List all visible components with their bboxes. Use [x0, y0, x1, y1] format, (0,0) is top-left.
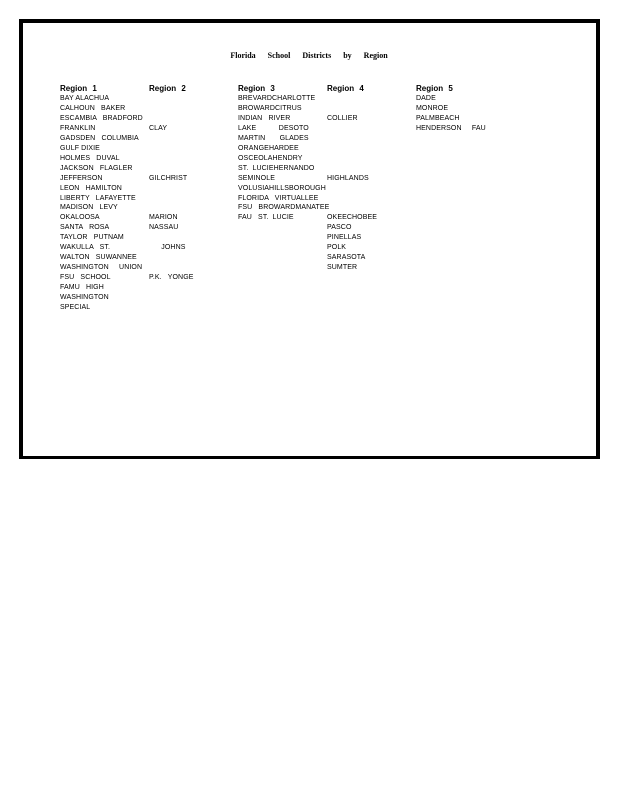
district-entry: GULF DIXIE: [60, 144, 100, 152]
region-heading: Region 5: [416, 84, 453, 93]
district-entry: GADSDEN COLUMBIA: [60, 134, 139, 142]
district-entry: LIBERTY LAFAYETTE: [60, 194, 136, 202]
district-entry: BAY ALACHUA: [60, 95, 110, 102]
district-entry: MONROE: [416, 104, 449, 112]
district-entry: OKALOOSA: [60, 214, 100, 222]
district-entry: OSCEOLAHENDRY: [238, 154, 303, 162]
region-heading: Region 2: [149, 84, 186, 93]
district-entry: CLAY: [149, 124, 168, 132]
district-entry: PASCO: [327, 224, 352, 232]
district-entry: CALHOUN BAKER: [60, 104, 126, 112]
district-entry: HENDERSON FAU: [416, 124, 486, 132]
district-entry: TAYLOR PUTNAM: [60, 234, 124, 242]
district-entry: WAKULLA ST.: [60, 244, 111, 252]
district-entry: GILCHRIST: [149, 174, 188, 182]
document-title: Florida School Districts by Region: [230, 51, 388, 60]
region-column: [416, 84, 486, 132]
district-entry: JOHNS: [149, 244, 186, 252]
district-entry: WALTON SUWANNEE: [60, 254, 137, 262]
district-entry: ORANGEHARDEE: [238, 144, 299, 152]
region-column: [327, 84, 378, 272]
region-column: [238, 84, 330, 222]
district-entry: JEFFERSON: [60, 174, 103, 182]
district-entry: SEMINOLE: [238, 174, 275, 182]
district-entry: FAMU HIGH: [60, 284, 104, 292]
district-entry: BROWARDCITRUS: [238, 104, 302, 112]
district-entry: P.K. YONGE: [149, 274, 194, 282]
district-entry: HIGHLANDS: [327, 174, 369, 182]
district-entry: PALMBEACH: [416, 114, 460, 122]
district-entry: FSU SCHOOL: [60, 274, 111, 282]
district-entry: ST. LUCIEHERNANDO: [238, 164, 315, 172]
region-heading: Region 3: [238, 84, 275, 93]
district-entry: FRANKLIN: [60, 124, 96, 132]
region-heading: Region 4: [327, 84, 364, 93]
district-entry: SUMTER: [327, 264, 358, 272]
district-entry: WASHINGTON UNION: [60, 264, 143, 272]
region-column: [149, 84, 194, 282]
region-column: [60, 84, 143, 311]
district-entry: DADE: [416, 95, 436, 102]
district-entry: MARION: [149, 214, 178, 222]
district-entry: WASHINGTON: [60, 294, 109, 301]
district-entry: BREVARDCHARLOTTE: [238, 95, 316, 102]
district-entry: SANTA ROSA: [60, 224, 110, 232]
district-entry: ESCAMBIA BRADFORD: [60, 114, 143, 122]
district-entry: OKEECHOBEE: [327, 214, 378, 222]
district-entry: MADISON LEVY: [60, 204, 118, 212]
district-entry: POLK: [327, 244, 347, 252]
district-entry: PINELLAS: [327, 234, 362, 242]
district-entry: HOLMES DUVAL: [60, 154, 120, 162]
district-entry: VOLUSIAHILLSBOROUGH: [238, 184, 326, 192]
district-entry: COLLIER: [327, 114, 358, 122]
district-entry: LEON HAMILTON: [60, 184, 122, 192]
region-heading: Region 1: [60, 84, 97, 93]
district-entry: SPECIAL: [60, 303, 91, 311]
district-entry: SARASOTA: [327, 254, 366, 262]
district-entry: FAU ST. LUCIE: [238, 214, 294, 222]
district-entry: FLORIDA VIRTUALLEE: [238, 194, 319, 202]
district-entry: JACKSON FLAGLER: [60, 164, 133, 172]
district-entry: FSU BROWARDMANATEE: [238, 204, 330, 212]
district-entry: MARTIN GLADES: [238, 134, 309, 142]
district-entry: NASSAU: [149, 224, 179, 232]
district-entry: LAKE DESOTO: [238, 124, 309, 132]
district-entry: INDIAN RIVER: [238, 114, 291, 122]
